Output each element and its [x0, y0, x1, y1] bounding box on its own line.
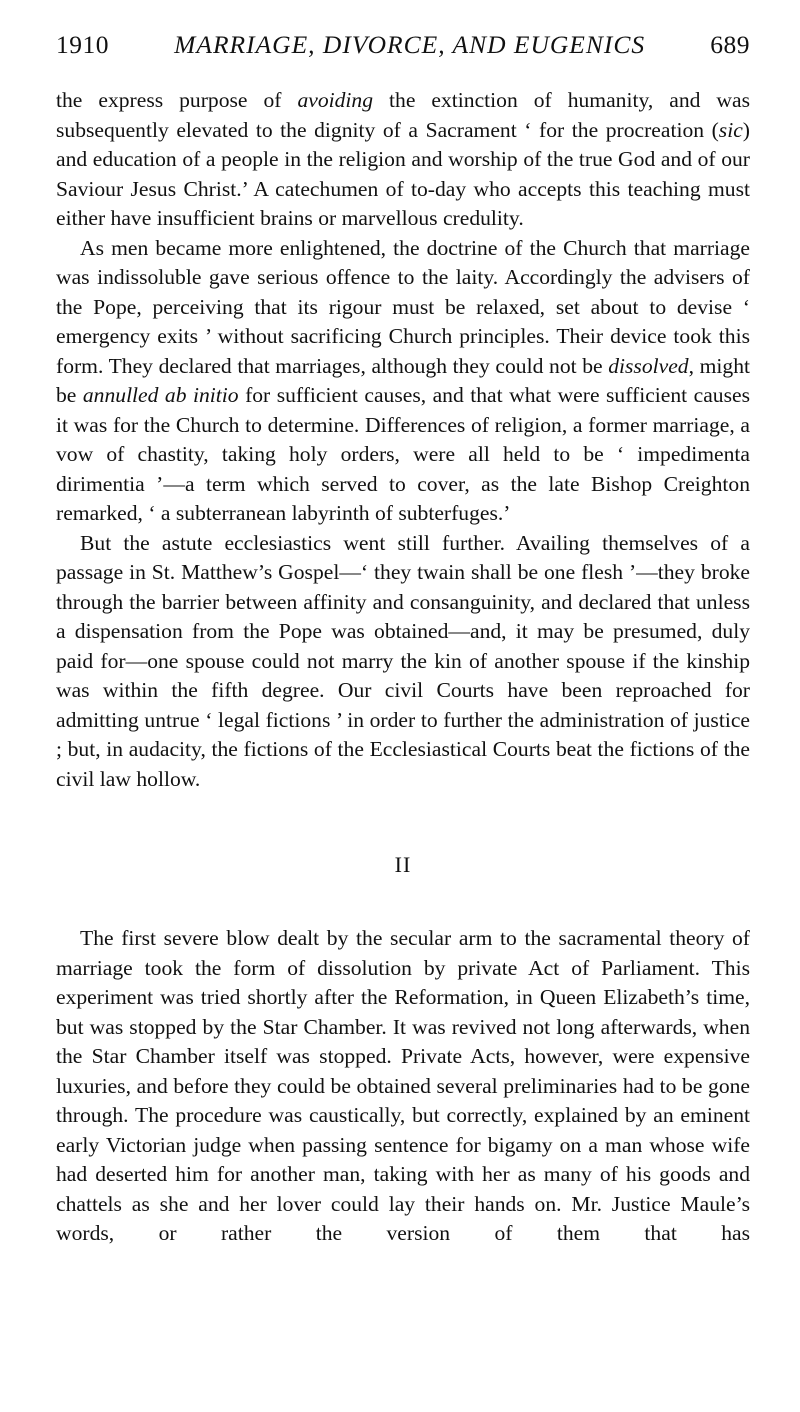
italic-phrase: avoiding [297, 88, 374, 112]
header-page-number: 689 [710, 30, 750, 59]
italic-phrase: sic [718, 117, 743, 142]
paragraph-1: the express purpose of avoiding the extinction of humanity, and was subsequently elevated to the dignity of a Sacrament ‘ for the procreation (sic) and education of a people in the religion and worship of the true God and of our Saviour Jesus Christ.’ A catechumen of to-day who accepts this teaching must either have insufficient brains or marvellous credulity. [56, 88, 751, 230]
header-title: MARRIAGE, DIVORCE, AND EUGENICS [174, 30, 646, 59]
body-text [56, 86, 750, 1249]
running-header [56, 30, 750, 70]
paragraph-3: But the astute ecclesiastics went still further. Availing themselves of a passage in St. Matthew’s Gospel—‘ they twain shall be one flesh ’—they broke through the barrier between affinity and consanguinity, and declared that unless a dispensation from the Pope was obtained—and, it may be presumed, duly paid for—one spouse could not marry the kin of another spouse if the kinship was within the fifth degree. Our civil Courts have been reproached for admitting untrue ‘ legal fictions ’ in order to further the administration of justice ; but, in audacity, the fictions of the Ecclesiastical Courts beat the fictions of the civil law hollow. [56, 530, 750, 791]
italic-phrase: dissolved [608, 353, 689, 378]
paragraph-2: As men became more enlightened, the doctrine of the Church that marriage was indissoluble gave serious offence to the laity. Accordingly the advisers of the Pope, perceiving that its rigour must be relaxed, set about to devise ‘ emergency exits ’ without sacrificing Church principles. Their device took this form. They declared that marriages, although they could not be dissolved, might be annulled ab initio for sufficient causes, and that what were sufficient causes it was for the Church to determine. Differences of religion, a former marriage, a vow of chastity, taking holy orders, were all held to be ‘ impedimenta dirimentia ’—a term which served to cover, as the late Bishop Creighton remarked, ‘ a subterranean labyrinth of subterfuges.’ [56, 235, 751, 525]
italic-phrase: annulled ab initio [82, 383, 239, 407]
section-heading: II [394, 852, 412, 877]
page [56, 30, 750, 1249]
header-year: 1910 [56, 30, 109, 59]
paragraph-4: The first severe blow dealt by the secular arm to the sacramental theory of marriage took the form of dissolution by private Act of Parliament. This experiment was tried shortly after the Reformation, in Queen Elizabeth’s time, but was stopped by the Star Chamber. It was revived not long afterwards, when the Star Chamber itself was stopped. Private Acts, however, were expensive luxuries, and before they could be obtained several preliminaries had to be gone through. The procedure was caustically, but correctly, explained by an eminent early Victorian judge when passing sentence for bigamy on a man whose wife had deserted him for another man, taking with her as many of his goods and chattels as she and her lover could lay their hands on. Mr. Justice Maule’s words, or rather the version of them that has [56, 926, 750, 1245]
